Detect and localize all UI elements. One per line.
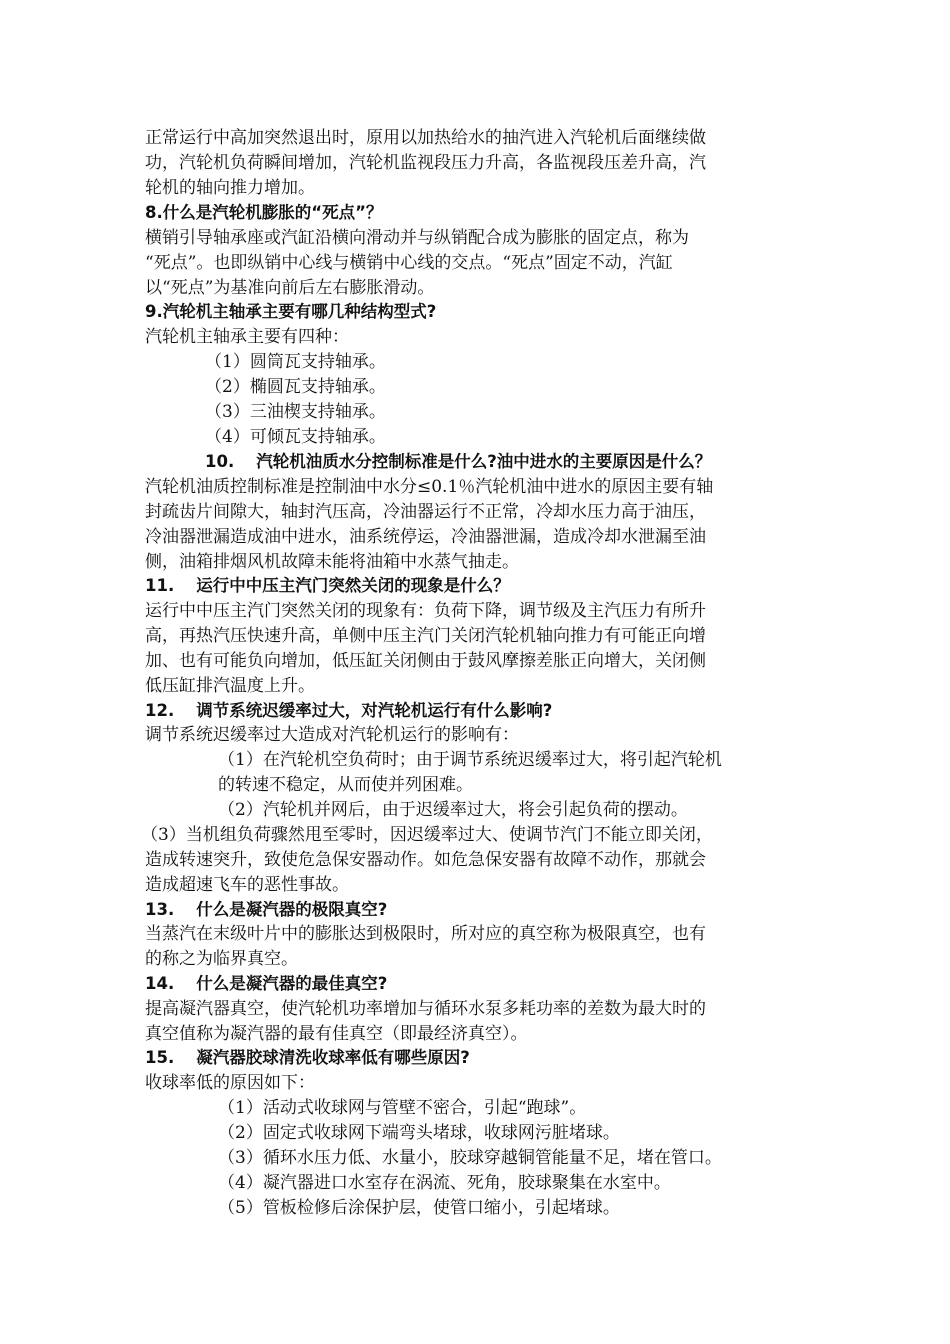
question-heading-11	[145, 574, 510, 598]
question-text: 什么是汽轮机膨胀的“死点”？	[162, 203, 383, 222]
list-item: （3）三油楔支持轴承。	[205, 402, 386, 422]
paragraph-line: 的称之为临界真空。	[145, 949, 298, 969]
question-number: 15.	[145, 1048, 175, 1067]
list-item: （4）凝汽器进口水室存在涡流、死角，胶球聚集在水室中。	[218, 1173, 671, 1193]
question-number: 14.	[145, 974, 175, 993]
paragraph-line: 侧，油箱排烟风机故障未能将油箱中水蒸气抽走。	[145, 552, 519, 572]
question-text: 汽轮机油质水分控制标准是什么?油中进水的主要原因是什么？	[256, 452, 712, 471]
question-number: 12.	[145, 701, 175, 720]
paragraph-line: 冷油器泄漏造成油中进水，油系统停运，冷油器泄漏，造成冷却水泄漏至油	[145, 527, 706, 547]
paragraph-line: 正常运行中高加突然退出时，原用以加热给水的抽汽进入汽轮机后面继续做	[145, 128, 706, 148]
list-item: 的转速不稳定，从而使并列困难。	[218, 775, 473, 795]
paragraph-line: 提高凝汽器真空，使汽轮机功率增加与循环水泵多耗功率的差数为最大时的	[145, 999, 706, 1019]
list-item: （1）在汽轮机空负荷时；由于调节系统迟缓率过大，将引起汽轮机	[218, 750, 722, 770]
paragraph-line: 轮机的轴向推力增加。	[145, 178, 315, 198]
paragraph-line: 汽轮机油质控制标准是控制油中水分≤0.1％汽轮机油中进水的原因主要有轴	[145, 477, 714, 497]
list-item: （2）固定式收球网下端弯头堵球，收球网污脏堵球。	[218, 1123, 620, 1143]
list-item: （2）汽轮机并网后，由于迟缓率过大，将会引起负荷的摆动。	[218, 800, 688, 820]
paragraph-line: 以“死点”为基准向前后左右膨胀滑动。	[145, 278, 435, 298]
question-text: 调节系统迟缓率过大，对汽轮机运行有什么影响?	[196, 701, 553, 720]
question-heading-10	[205, 450, 711, 474]
question-heading-15	[145, 1046, 470, 1070]
question-text: 凝汽器胶球清洗收球率低有哪些原因?	[196, 1048, 470, 1067]
paragraph-line: 封疏齿片间隙大，轴封汽压高，冷油器运行不正常，冷却水压力高于油压，	[145, 502, 706, 522]
question-heading-13	[145, 898, 387, 922]
paragraph-line: 造成转速突升，致使危急保安器动作。如危急保安器有故障不动作，那就会	[145, 850, 706, 870]
question-text: 什么是凝汽器的最佳真空?	[196, 974, 388, 993]
paragraph-line: 当蒸汽在末级叶片中的膨胀达到极限时，所对应的真空称为极限真空，也有	[145, 924, 706, 944]
paragraph-line: 功，汽轮机负荷瞬间增加，汽轮机监视段压力升高，各监视段压差升高，汽	[145, 153, 706, 173]
paragraph-line: 低压缸排汽温度上升。	[145, 676, 315, 696]
paragraph-line: 运行中中压主汽门突然关闭的现象有：负荷下降，调节级及主汽压力有所升	[145, 601, 706, 621]
paragraph-line: “死点”。也即纵销中心线与横销中心线的交点。“死点”固定不动，汽缸	[145, 253, 673, 273]
question-text: 运行中中压主汽门突然关闭的现象是什么？	[196, 576, 510, 595]
paragraph-line: 收球率低的原因如下：	[145, 1073, 315, 1093]
paragraph-line: 加、也有可能负向增加，低压缸关闭侧由于鼓风摩擦差胀正向增大，关闭侧	[145, 651, 706, 671]
question-heading-14	[145, 972, 387, 996]
question-number: 9.	[145, 302, 163, 321]
question-number: 13.	[145, 900, 175, 919]
paragraph-line: 汽轮机主轴承主要有四种：	[145, 327, 349, 347]
list-item: （4）可倾瓦支持轴承。	[205, 427, 386, 447]
list-item: （1）活动式收球网与管壁不密合，引起“跑球”。	[218, 1098, 587, 1118]
list-item: （2）椭圆瓦支持轴承。	[205, 377, 386, 397]
paragraph-line: 真空值称为凝汽器的最有佳真空（即最经济真空）。	[145, 1024, 528, 1044]
paragraph-line: 高，再热汽压快速升高，单侧中压主汽门关闭汽轮机轴向推力有可能正向增	[145, 626, 706, 646]
question-heading-8	[145, 201, 382, 225]
paragraph-line: 调节系统迟缓率过大造成对汽轮机运行的影响有：	[145, 725, 519, 745]
list-item: （1）圆筒瓦支持轴承。	[205, 352, 386, 372]
question-number: 11.	[145, 576, 175, 595]
question-text: 汽轮机主轴承主要有哪几种结构型式?	[162, 302, 437, 321]
question-number: 10.	[205, 452, 235, 471]
paragraph-line: 造成超速飞车的恶性事故。	[145, 875, 349, 895]
list-item: （3）循环水压力低、水量小，胶球穿越铜管能量不足，堵在管口。	[218, 1148, 722, 1168]
paragraph-line: 横销引导轴承座或汽缸沿横向滑动并与纵销配合成为膨胀的固定点，称为	[145, 228, 689, 248]
question-number: 8.	[145, 203, 163, 222]
paragraph-line: （3）当机组负荷骤然甩至零时，因迟缓率过大、使调节汽门不能立即关闭，	[141, 825, 713, 845]
question-heading-12	[145, 699, 552, 723]
question-text: 什么是凝汽器的极限真空?	[196, 900, 388, 919]
list-item: （5）管板检修后涂保护层，使管口缩小，引起堵球。	[218, 1198, 620, 1218]
question-heading-9	[145, 300, 436, 324]
